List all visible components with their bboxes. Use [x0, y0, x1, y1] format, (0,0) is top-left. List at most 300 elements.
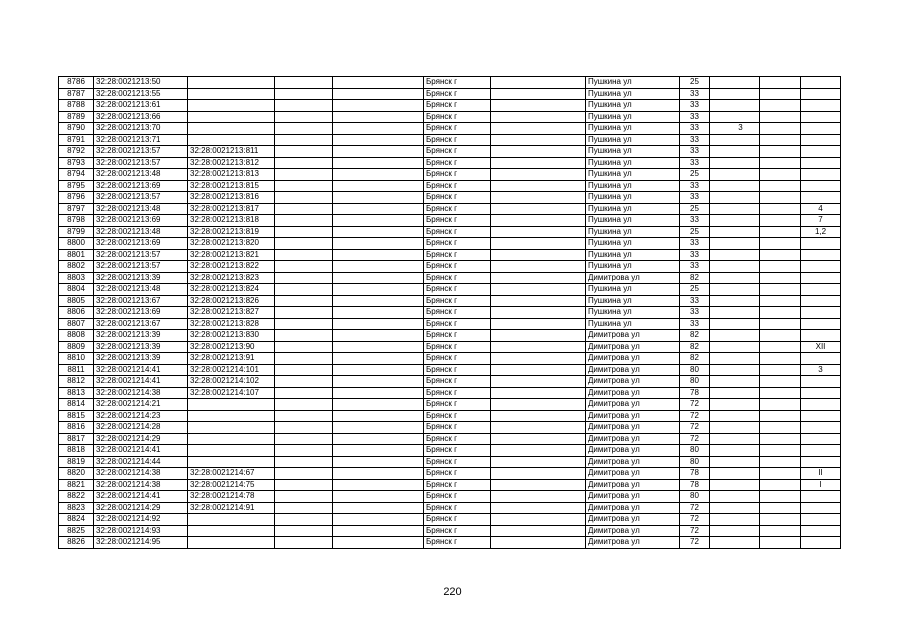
cell-building-number — [710, 88, 760, 100]
cell-apartment — [801, 249, 841, 261]
cell-apartment — [801, 100, 841, 112]
cell-col-empty-4 — [333, 491, 424, 503]
cell-street: Пушкина ул — [586, 192, 680, 204]
cell-city: Брянск г — [424, 226, 491, 238]
cell-cadastral-number: 32:28:0021214:38 — [94, 387, 188, 399]
cell-col-empty-3 — [275, 192, 333, 204]
cell-street: Димитрова ул — [586, 387, 680, 399]
cell-row-number: 8787 — [59, 88, 94, 100]
cell-col-empty-10 — [760, 537, 801, 549]
cell-col-empty-6 — [491, 479, 586, 491]
cell-cadastral-number: 32:28:0021214:92 — [94, 514, 188, 526]
cell-col-empty-10 — [760, 422, 801, 434]
cell-street: Димитрова ул — [586, 376, 680, 388]
cell-col-empty-4 — [333, 123, 424, 135]
table-row — [59, 353, 841, 365]
cell-row-number: 8821 — [59, 479, 94, 491]
cell-parent-cadastral-number: 32:28:0021213:827 — [188, 307, 275, 319]
cell-col-empty-4 — [333, 330, 424, 342]
cell-col-empty-10 — [760, 226, 801, 238]
cell-street: Пушкина ул — [586, 88, 680, 100]
cell-cadastral-number: 32:28:0021213:69 — [94, 307, 188, 319]
cell-col-empty-6 — [491, 272, 586, 284]
cell-col-empty-4 — [333, 88, 424, 100]
table-row — [59, 491, 841, 503]
cell-col-empty-10 — [760, 307, 801, 319]
cell-col-empty-10 — [760, 353, 801, 365]
cell-apartment — [801, 284, 841, 296]
cell-house-number: 25 — [680, 77, 710, 89]
cell-col-empty-6 — [491, 192, 586, 204]
cell-cadastral-number: 32:28:0021214:23 — [94, 410, 188, 422]
cell-col-empty-10 — [760, 399, 801, 411]
table-row — [59, 203, 841, 215]
cell-col-empty-4 — [333, 238, 424, 250]
cell-building-number — [710, 295, 760, 307]
cell-apartment — [801, 502, 841, 514]
cell-street: Димитрова ул — [586, 341, 680, 353]
cell-col-empty-10 — [760, 445, 801, 457]
cell-apartment: 1,2 — [801, 226, 841, 238]
cell-col-empty-3 — [275, 468, 333, 480]
cell-apartment — [801, 410, 841, 422]
cell-col-empty-10 — [760, 180, 801, 192]
cell-building-number — [710, 364, 760, 376]
cell-row-number: 8822 — [59, 491, 94, 503]
table-row — [59, 134, 841, 146]
cell-street: Димитрова ул — [586, 479, 680, 491]
table-row — [59, 399, 841, 411]
cell-col-empty-4 — [333, 249, 424, 261]
cell-cadastral-number: 32:28:0021213:57 — [94, 192, 188, 204]
cell-city: Брянск г — [424, 123, 491, 135]
cell-col-empty-6 — [491, 88, 586, 100]
page-number: 220 — [443, 586, 462, 598]
table-row — [59, 100, 841, 112]
cell-street: Пушкина ул — [586, 203, 680, 215]
cell-house-number: 33 — [680, 88, 710, 100]
cell-cadastral-number: 32:28:0021213:57 — [94, 146, 188, 158]
cell-col-empty-4 — [333, 410, 424, 422]
cell-street: Пушкина ул — [586, 284, 680, 296]
cell-parent-cadastral-number: 32:28:0021213:813 — [188, 169, 275, 181]
cell-col-empty-6 — [491, 249, 586, 261]
cell-row-number: 8798 — [59, 215, 94, 227]
cell-apartment: 3 — [801, 364, 841, 376]
cell-apartment — [801, 525, 841, 537]
cell-apartment — [801, 77, 841, 89]
cell-parent-cadastral-number — [188, 525, 275, 537]
cell-col-empty-6 — [491, 433, 586, 445]
cell-row-number: 8797 — [59, 203, 94, 215]
cell-street: Пушкина ул — [586, 318, 680, 330]
cell-col-empty-3 — [275, 169, 333, 181]
cell-col-empty-4 — [333, 307, 424, 319]
cell-col-empty-4 — [333, 353, 424, 365]
cell-cadastral-number: 32:28:0021213:57 — [94, 261, 188, 273]
table-row — [59, 364, 841, 376]
cell-col-empty-6 — [491, 215, 586, 227]
cell-col-empty-4 — [333, 525, 424, 537]
table-row — [59, 157, 841, 169]
cell-apartment — [801, 456, 841, 468]
cell-street: Димитрова ул — [586, 330, 680, 342]
cell-apartment — [801, 491, 841, 503]
cell-parent-cadastral-number: 32:28:0021214:107 — [188, 387, 275, 399]
cell-row-number: 8815 — [59, 410, 94, 422]
table-row — [59, 284, 841, 296]
cell-house-number: 80 — [680, 376, 710, 388]
cell-cadastral-number: 32:28:0021214:41 — [94, 376, 188, 388]
cell-street: Пушкина ул — [586, 226, 680, 238]
cell-apartment — [801, 192, 841, 204]
cell-row-number: 8825 — [59, 525, 94, 537]
cell-house-number: 80 — [680, 364, 710, 376]
cell-col-empty-4 — [333, 157, 424, 169]
cell-col-empty-4 — [333, 479, 424, 491]
cell-col-empty-6 — [491, 364, 586, 376]
cell-city: Брянск г — [424, 146, 491, 158]
cell-col-empty-4 — [333, 445, 424, 457]
cell-city: Брянск г — [424, 502, 491, 514]
cell-city: Брянск г — [424, 410, 491, 422]
cell-cadastral-number: 32:28:0021213:55 — [94, 88, 188, 100]
cell-building-number — [710, 77, 760, 89]
cell-col-empty-3 — [275, 502, 333, 514]
cell-col-empty-4 — [333, 364, 424, 376]
cell-apartment — [801, 433, 841, 445]
cell-col-empty-6 — [491, 456, 586, 468]
table-row — [59, 111, 841, 123]
cell-cadastral-number: 32:28:0021214:41 — [94, 491, 188, 503]
cell-building-number — [710, 203, 760, 215]
cell-house-number: 78 — [680, 387, 710, 399]
cell-col-empty-4 — [333, 111, 424, 123]
cell-parent-cadastral-number: 32:28:0021214:102 — [188, 376, 275, 388]
cell-house-number: 72 — [680, 410, 710, 422]
cell-building-number — [710, 146, 760, 158]
cell-house-number: 72 — [680, 422, 710, 434]
cell-row-number: 8789 — [59, 111, 94, 123]
cell-cadastral-number: 32:28:0021213:48 — [94, 169, 188, 181]
cell-col-empty-10 — [760, 284, 801, 296]
cell-building-number — [710, 387, 760, 399]
cell-cadastral-number: 32:28:0021213:48 — [94, 203, 188, 215]
cell-col-empty-10 — [760, 502, 801, 514]
cell-parent-cadastral-number — [188, 456, 275, 468]
cell-col-empty-4 — [333, 169, 424, 181]
cell-building-number — [710, 502, 760, 514]
cell-col-empty-10 — [760, 249, 801, 261]
cell-city: Брянск г — [424, 341, 491, 353]
cell-cadastral-number: 32:28:0021213:69 — [94, 238, 188, 250]
cell-apartment — [801, 180, 841, 192]
cell-row-number: 8813 — [59, 387, 94, 399]
cell-city: Брянск г — [424, 249, 491, 261]
cell-city: Брянск г — [424, 422, 491, 434]
cell-apartment: XII — [801, 341, 841, 353]
cell-building-number — [710, 180, 760, 192]
cell-apartment — [801, 157, 841, 169]
cell-parent-cadastral-number: 32:28:0021213:830 — [188, 330, 275, 342]
table-body — [59, 77, 841, 549]
cell-cadastral-number: 32:28:0021213:71 — [94, 134, 188, 146]
cell-parent-cadastral-number: 32:28:0021213:811 — [188, 146, 275, 158]
cell-col-empty-3 — [275, 272, 333, 284]
cell-parent-cadastral-number: 32:28:0021214:78 — [188, 491, 275, 503]
cell-row-number: 8823 — [59, 502, 94, 514]
cell-city: Брянск г — [424, 353, 491, 365]
cell-col-empty-4 — [333, 284, 424, 296]
cell-col-empty-6 — [491, 318, 586, 330]
cell-parent-cadastral-number: 32:28:0021213:815 — [188, 180, 275, 192]
cell-col-empty-4 — [333, 341, 424, 353]
cell-building-number — [710, 249, 760, 261]
cell-house-number: 80 — [680, 445, 710, 457]
cell-building-number — [710, 537, 760, 549]
cell-col-empty-4 — [333, 399, 424, 411]
cell-apartment — [801, 169, 841, 181]
cell-col-empty-6 — [491, 502, 586, 514]
cell-building-number — [710, 456, 760, 468]
cell-apartment: 4 — [801, 203, 841, 215]
cell-cadastral-number: 32:28:0021213:57 — [94, 249, 188, 261]
cell-parent-cadastral-number — [188, 100, 275, 112]
cell-col-empty-3 — [275, 445, 333, 457]
cell-parent-cadastral-number — [188, 537, 275, 549]
cell-cadastral-number: 32:28:0021213:69 — [94, 215, 188, 227]
cell-col-empty-4 — [333, 77, 424, 89]
cell-city: Брянск г — [424, 157, 491, 169]
cell-col-empty-10 — [760, 203, 801, 215]
cell-col-empty-6 — [491, 111, 586, 123]
cell-apartment — [801, 445, 841, 457]
table-row — [59, 410, 841, 422]
cell-col-empty-3 — [275, 295, 333, 307]
cell-cadastral-number: 32:28:0021213:66 — [94, 111, 188, 123]
cell-row-number: 8804 — [59, 284, 94, 296]
cell-col-empty-4 — [333, 180, 424, 192]
cell-cadastral-number: 32:28:0021214:95 — [94, 537, 188, 549]
table-row — [59, 468, 841, 480]
cell-parent-cadastral-number: 32:28:0021213:828 — [188, 318, 275, 330]
table-row — [59, 445, 841, 457]
cell-house-number: 72 — [680, 537, 710, 549]
cell-row-number: 8817 — [59, 433, 94, 445]
cell-house-number: 33 — [680, 249, 710, 261]
cell-row-number: 8816 — [59, 422, 94, 434]
cell-col-empty-10 — [760, 272, 801, 284]
cell-row-number: 8786 — [59, 77, 94, 89]
cell-cadastral-number: 32:28:0021213:69 — [94, 180, 188, 192]
cell-row-number: 8802 — [59, 261, 94, 273]
cell-col-empty-6 — [491, 238, 586, 250]
cell-parent-cadastral-number: 32:28:0021214:75 — [188, 479, 275, 491]
cell-house-number: 72 — [680, 514, 710, 526]
cell-apartment — [801, 318, 841, 330]
cell-col-empty-6 — [491, 468, 586, 480]
cell-parent-cadastral-number: 32:28:0021213:812 — [188, 157, 275, 169]
table-row — [59, 318, 841, 330]
cell-apartment: II — [801, 468, 841, 480]
cell-city: Брянск г — [424, 284, 491, 296]
cell-col-empty-3 — [275, 100, 333, 112]
cell-cadastral-number: 32:28:0021214:21 — [94, 399, 188, 411]
cell-street: Димитрова ул — [586, 353, 680, 365]
cell-col-empty-10 — [760, 491, 801, 503]
cell-house-number: 33 — [680, 134, 710, 146]
cell-house-number: 25 — [680, 226, 710, 238]
cell-building-number — [710, 399, 760, 411]
table-row — [59, 77, 841, 89]
cell-col-empty-10 — [760, 341, 801, 353]
cell-building-number — [710, 479, 760, 491]
cell-col-empty-6 — [491, 146, 586, 158]
cell-street: Димитрова ул — [586, 445, 680, 457]
cell-parent-cadastral-number: 32:28:0021213:816 — [188, 192, 275, 204]
cell-row-number: 8814 — [59, 399, 94, 411]
cell-street: Пушкина ул — [586, 111, 680, 123]
cell-col-empty-10 — [760, 318, 801, 330]
cell-building-number — [710, 330, 760, 342]
table-row — [59, 88, 841, 100]
cell-col-empty-6 — [491, 330, 586, 342]
cell-city: Брянск г — [424, 261, 491, 273]
cell-col-empty-6 — [491, 341, 586, 353]
cell-city: Брянск г — [424, 445, 491, 457]
cell-house-number: 25 — [680, 203, 710, 215]
cell-parent-cadastral-number: 32:28:0021213:822 — [188, 261, 275, 273]
cell-city: Брянск г — [424, 514, 491, 526]
cell-apartment — [801, 514, 841, 526]
cell-building-number — [710, 318, 760, 330]
cell-row-number: 8791 — [59, 134, 94, 146]
cell-row-number: 8824 — [59, 514, 94, 526]
cell-street: Димитрова ул — [586, 491, 680, 503]
cell-house-number: 33 — [680, 157, 710, 169]
cell-row-number: 8793 — [59, 157, 94, 169]
cell-col-empty-6 — [491, 537, 586, 549]
cell-col-empty-10 — [760, 514, 801, 526]
table-row — [59, 376, 841, 388]
cell-house-number: 33 — [680, 215, 710, 227]
cell-apartment — [801, 387, 841, 399]
cell-street: Пушкина ул — [586, 134, 680, 146]
cell-house-number: 80 — [680, 491, 710, 503]
cell-parent-cadastral-number — [188, 111, 275, 123]
cell-row-number: 8820 — [59, 468, 94, 480]
cell-apartment — [801, 123, 841, 135]
cell-row-number: 8810 — [59, 353, 94, 365]
cell-building-number — [710, 261, 760, 273]
cell-col-empty-3 — [275, 514, 333, 526]
cell-city: Брянск г — [424, 192, 491, 204]
cell-col-empty-4 — [333, 226, 424, 238]
cell-house-number: 33 — [680, 318, 710, 330]
cell-building-number — [710, 215, 760, 227]
cell-col-empty-4 — [333, 514, 424, 526]
table-row — [59, 123, 841, 135]
cell-parent-cadastral-number — [188, 422, 275, 434]
cell-building-number — [710, 100, 760, 112]
cell-building-number: 3 — [710, 123, 760, 135]
cell-col-empty-4 — [333, 537, 424, 549]
table-row — [59, 180, 841, 192]
cell-city: Брянск г — [424, 238, 491, 250]
cell-parent-cadastral-number: 32:28:0021213:818 — [188, 215, 275, 227]
cell-parent-cadastral-number — [188, 88, 275, 100]
cell-col-empty-10 — [760, 433, 801, 445]
cell-apartment — [801, 88, 841, 100]
cell-parent-cadastral-number: 32:28:0021213:817 — [188, 203, 275, 215]
cell-house-number: 33 — [680, 111, 710, 123]
table-row — [59, 238, 841, 250]
cell-city: Брянск г — [424, 399, 491, 411]
cell-parent-cadastral-number: 32:28:0021213:821 — [188, 249, 275, 261]
cell-building-number — [710, 422, 760, 434]
cell-row-number: 8807 — [59, 318, 94, 330]
cell-street: Пушкина ул — [586, 261, 680, 273]
cell-col-empty-10 — [760, 479, 801, 491]
cell-col-empty-4 — [333, 502, 424, 514]
cell-city: Брянск г — [424, 100, 491, 112]
cell-building-number — [710, 376, 760, 388]
cell-house-number: 82 — [680, 341, 710, 353]
cell-col-empty-4 — [333, 192, 424, 204]
cell-col-empty-10 — [760, 364, 801, 376]
cell-row-number: 8788 — [59, 100, 94, 112]
cell-row-number: 8800 — [59, 238, 94, 250]
table-row — [59, 295, 841, 307]
cell-col-empty-10 — [760, 238, 801, 250]
cell-cadastral-number: 32:28:0021213:39 — [94, 330, 188, 342]
table-row — [59, 330, 841, 342]
cell-cadastral-number: 32:28:0021213:61 — [94, 100, 188, 112]
cell-apartment: I — [801, 479, 841, 491]
cell-row-number: 8809 — [59, 341, 94, 353]
cell-row-number: 8811 — [59, 364, 94, 376]
cell-parent-cadastral-number: 32:28:0021214:101 — [188, 364, 275, 376]
cell-col-empty-3 — [275, 111, 333, 123]
cell-row-number: 8818 — [59, 445, 94, 457]
cell-col-empty-6 — [491, 284, 586, 296]
cell-col-empty-6 — [491, 514, 586, 526]
cell-col-empty-6 — [491, 180, 586, 192]
cell-house-number: 25 — [680, 284, 710, 296]
cell-city: Брянск г — [424, 479, 491, 491]
cell-street: Пушкина ул — [586, 77, 680, 89]
cell-parent-cadastral-number: 32:28:0021213:823 — [188, 272, 275, 284]
table-row — [59, 387, 841, 399]
cell-street: Пушкина ул — [586, 249, 680, 261]
cell-city: Брянск г — [424, 456, 491, 468]
cell-col-empty-10 — [760, 123, 801, 135]
cell-col-empty-6 — [491, 295, 586, 307]
cell-col-empty-10 — [760, 157, 801, 169]
cell-house-number: 72 — [680, 525, 710, 537]
cell-row-number: 8812 — [59, 376, 94, 388]
cell-building-number — [710, 445, 760, 457]
cell-house-number: 82 — [680, 353, 710, 365]
cell-city: Брянск г — [424, 169, 491, 181]
cell-house-number: 72 — [680, 399, 710, 411]
cell-apartment — [801, 111, 841, 123]
cell-cadastral-number: 32:28:0021214:38 — [94, 479, 188, 491]
cell-col-empty-10 — [760, 88, 801, 100]
cell-col-empty-10 — [760, 410, 801, 422]
cell-col-empty-3 — [275, 146, 333, 158]
cell-col-empty-10 — [760, 525, 801, 537]
